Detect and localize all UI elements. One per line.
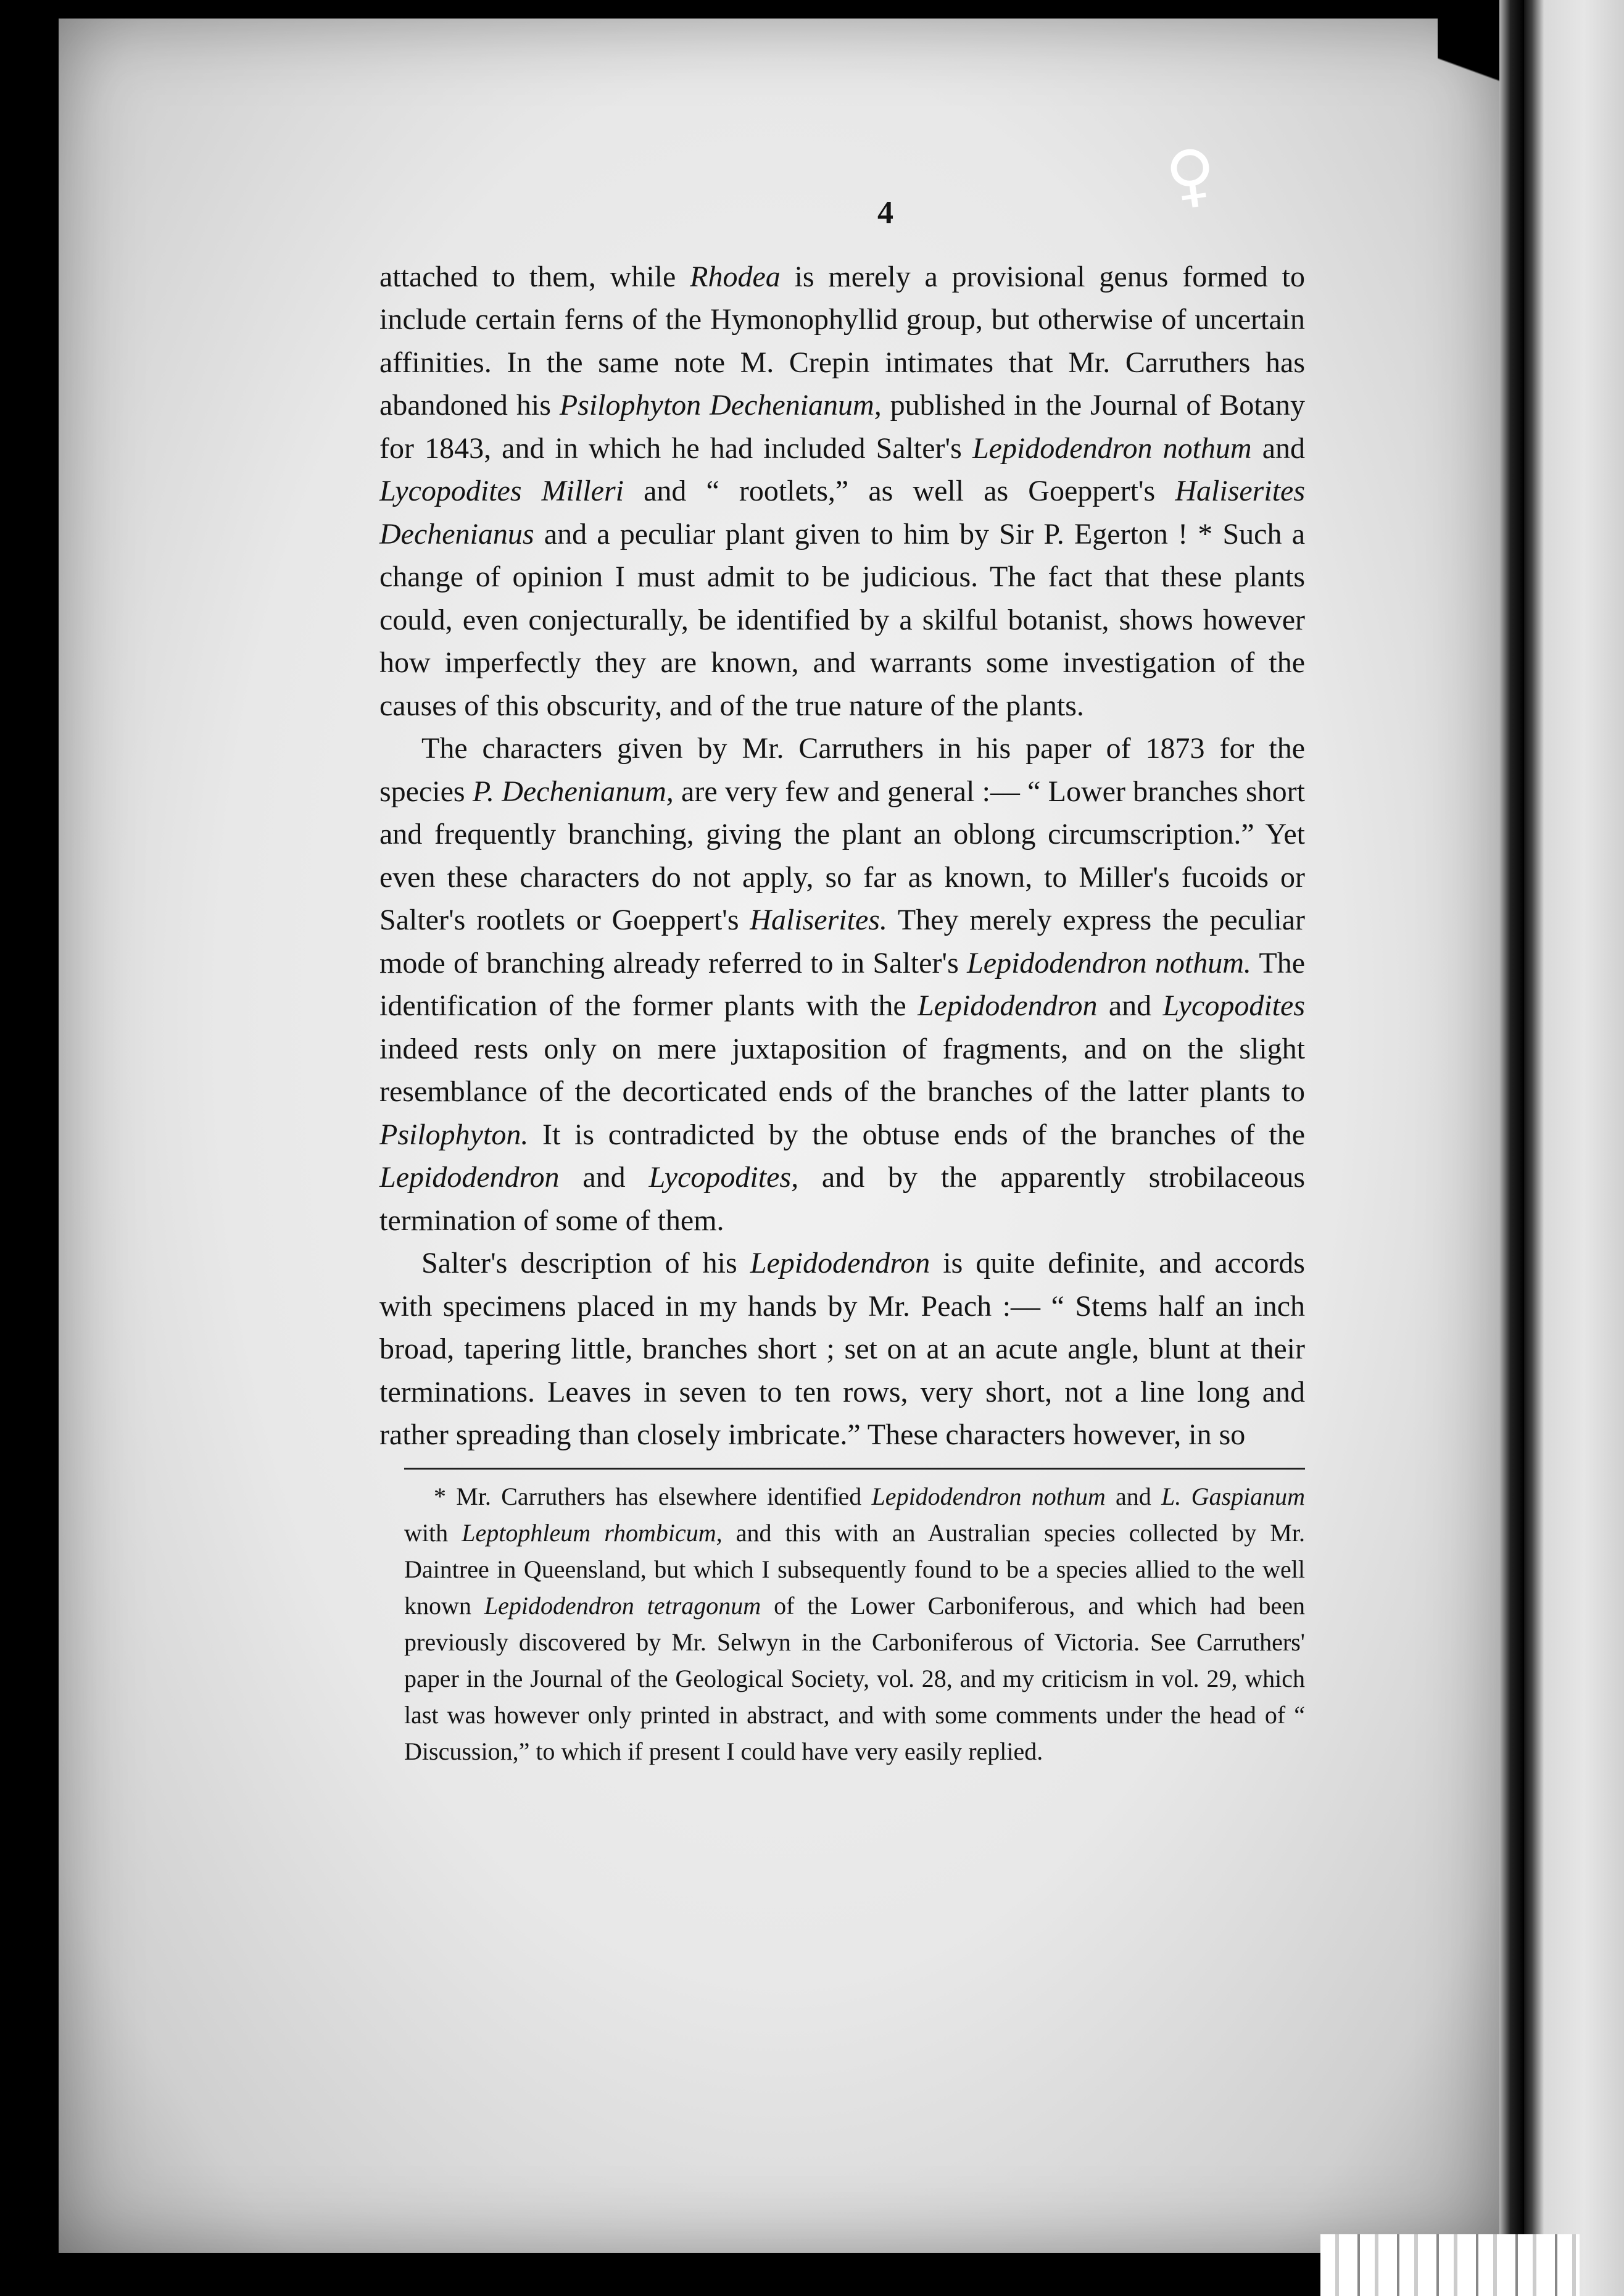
text-run: The characters given by Mr. Carruthers in his paper of 1873 for the species	[379, 732, 1305, 808]
footnote	[404, 1478, 1305, 1770]
text-run: and by the apparently strobilaceous termination of some of them.	[379, 1161, 1306, 1237]
text-run: with	[404, 1518, 462, 1547]
italic-text: Leptophleum rhombicum,	[462, 1518, 723, 1547]
italic-text: L. Gaspianum	[1161, 1482, 1306, 1510]
text-run: of the Lower Carboniferous, and which had been previously discovered by Mr. Selwyn in the Carboniferous of Victoria. See Carruthers' paper in the Journal of the Geological Society, vol. 28, and my criticism in vol. 29, which last was however only printed in abstract, and with some comments under the head of “ Discussion,” to which if present I could have very easily replied.	[404, 1591, 1305, 1765]
italic-text: Lepidodendron tetragonum	[484, 1591, 761, 1620]
body-paragraphs	[379, 256, 1305, 1457]
text-run: and	[1097, 989, 1163, 1022]
italic-text: Rhodea	[690, 260, 781, 293]
italic-text: Psilophyton.	[379, 1118, 529, 1151]
page-text	[379, 191, 1305, 1770]
text-run: and “ rootlets,” as well as Goeppert's	[623, 475, 1175, 507]
italic-text: Lepidodendron nothum	[972, 431, 1252, 465]
text-run: and this with an Australian species collected by Mr. Daintree in Queensland, but which I subsequently found to be a species allied to the well known	[404, 1518, 1305, 1620]
page-stub	[1320, 2234, 1580, 2296]
text-run: attached to them, while	[379, 260, 690, 293]
italic-text: Lepidodendron	[379, 1161, 560, 1194]
italic-text: Lycopodites Milleri	[379, 475, 624, 507]
italic-text: Haliserites Dechenianus	[379, 475, 1306, 551]
footnote-divider	[404, 1468, 1305, 1470]
text-run: are very few and general :— “ Lower branches short and frequently branching, giving the plant an oblong circumscription.” Yet even these characters do not apply, so far as known, to Miller's fucoids or Salter's rootlets or Goeppert's	[379, 775, 1305, 936]
italic-text: Psilophyton Dechenianum,	[559, 389, 882, 422]
text-run: and	[559, 1161, 649, 1194]
text-run: indeed rests only on mere juxtaposition of fragments, and on the slight resemblance of the decorticated ends of the branches of the latter plants to	[379, 1032, 1305, 1108]
text-run: is merely a provisional genus formed to include certain ferns of the Hymonophyllid group, but otherwise of uncertain affinities. In the same note M. Crepin intimates that Mr. Carruthers has abandoned his	[379, 260, 1306, 422]
text-run: * Mr. Carruthers has elsewhere identified	[434, 1482, 872, 1510]
italic-text: Lepidodendron nothum.	[967, 946, 1251, 980]
text-run: and a peculiar plant given to him by Sir P. Egerton ! * Such a change of opinion I must admit to be judicious. The fact that these plants could, even conjecturally, be identified by a skilful botanist, shows however how imperfectly they are known, and warrants some investigation of the causes of this obscurity, and of the true nature of the plants.	[379, 517, 1305, 722]
italic-text: Lycopodites	[1162, 989, 1305, 1022]
italic-text: Lycopodites,	[648, 1161, 799, 1194]
paragraph	[379, 256, 1305, 728]
italic-text: Lepidodendron nothum	[871, 1482, 1106, 1510]
text-run: published in the Journal of Botany for 1843, and in which he had included Salter's	[379, 389, 1306, 465]
text-run: and	[1105, 1482, 1162, 1510]
text-run: and	[1251, 431, 1305, 465]
italic-text: Haliserites.	[750, 904, 887, 936]
italic-text: Lepidodendron	[917, 989, 1098, 1022]
book-binding	[1499, 0, 1524, 2296]
pencil-mark: ♀	[1161, 133, 1222, 218]
text-run: The identification of the former plants with the	[379, 946, 1306, 1022]
text-run: Salter's description of his	[421, 1247, 750, 1279]
paragraph	[379, 727, 1305, 1242]
italic-text: P. Dechenianum,	[472, 775, 674, 808]
facing-page-edge	[1524, 0, 1624, 2296]
paragraph	[379, 1242, 1305, 1457]
text-run: is quite definite, and accords with specimens placed in my hands by Mr. Peach :— “ Stems half an inch broad, tapering little, branches short ; set on at an acute angle, blunt at their terminations. Leaves in seven to ten rows, very short, not a line long and rather spreading than closely imbricate.” These characters however, in so	[379, 1247, 1305, 1451]
page-number: 4	[877, 195, 893, 230]
text-run: They merely express the peculiar mode of branching already referred to in Salter's	[379, 904, 1306, 980]
italic-text: Lepidodendron	[750, 1247, 930, 1279]
text-run: It is contradicted by the obtuse ends of the branches of the	[528, 1118, 1305, 1151]
